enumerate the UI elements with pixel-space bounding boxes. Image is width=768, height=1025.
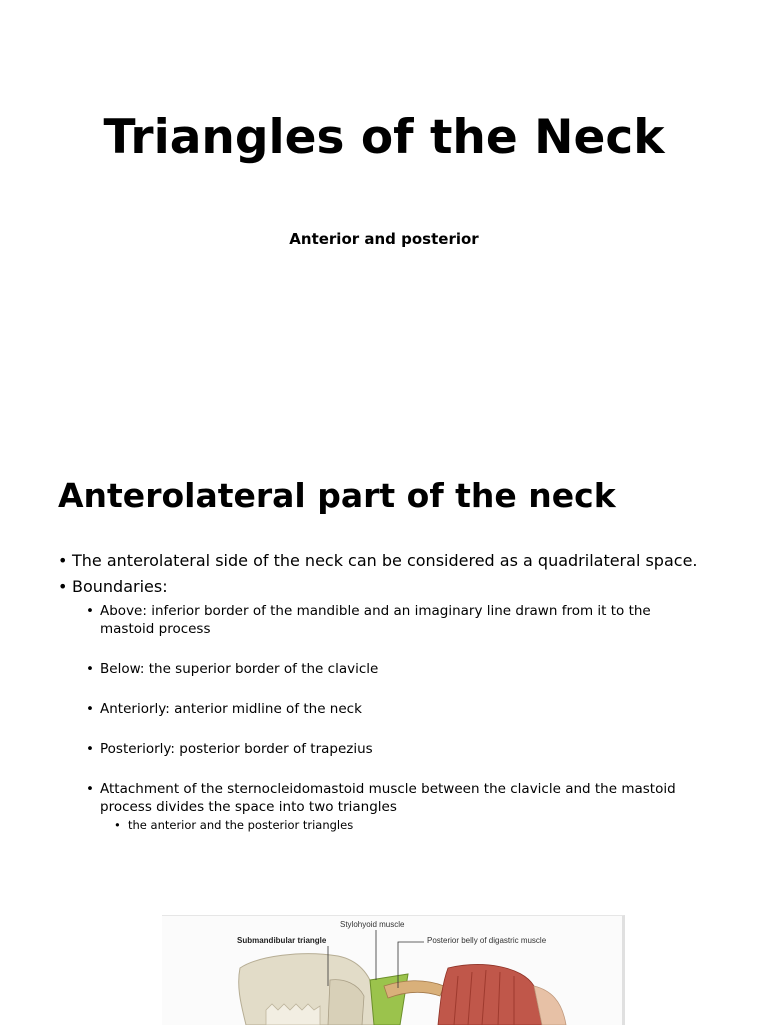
bullet-text: The anterolateral side of the neck can be considered as a quadrilateral space. <box>72 551 698 570</box>
neck-anatomy-figure <box>162 915 625 1025</box>
slide-subtitle: Anterior and posterior <box>289 230 479 248</box>
bullet-list <box>58 548 718 834</box>
sub-sub-bullet-item <box>114 816 686 834</box>
sub-bullet-text: Above: inferior border of the mandible and an imaginary line drawn from it to the mastoid process <box>100 603 651 637</box>
muscle-shape <box>438 965 542 1025</box>
slide-title: Triangles of the Neck <box>103 110 665 165</box>
label-stylohyoid: Stylohyoid muscle <box>340 920 405 929</box>
content-slide <box>0 432 768 1024</box>
sub-bullet-text: Attachment of the sternocleidomastoid muscle between the clavicle and the mastoid process divides the space into two triangles <box>100 781 676 815</box>
digastric-shape <box>384 981 444 998</box>
slide-heading: Anterolateral part of the neck <box>58 476 616 515</box>
sub-sub-bullet-list <box>114 816 686 834</box>
sub-bullet-text: Below: the superior border of the clavicle <box>100 661 379 677</box>
bullet-text: Boundaries: <box>72 577 168 596</box>
title-slide <box>0 0 768 432</box>
sub-bullet-item <box>86 700 686 718</box>
bullet-item <box>58 574 718 834</box>
bullet-item <box>58 548 718 574</box>
sub-bullet-text: Posteriorly: posterior border of trapezius <box>100 741 373 757</box>
neck-illustration <box>162 916 622 1025</box>
sub-sub-bullet-text: the anterior and the posterior triangles <box>128 818 354 832</box>
label-submandibular-triangle: Submandibular triangle <box>237 936 327 945</box>
sub-bullet-item <box>86 780 686 834</box>
label-posterior-digastric: Posterior belly of digastric muscle <box>427 936 547 945</box>
sub-bullet-item <box>86 660 686 678</box>
sub-bullet-item <box>86 740 686 758</box>
sub-bullet-list <box>86 602 686 834</box>
sub-bullet-item <box>86 602 686 638</box>
sub-bullet-text: Anteriorly: anterior midline of the neck <box>100 701 362 717</box>
